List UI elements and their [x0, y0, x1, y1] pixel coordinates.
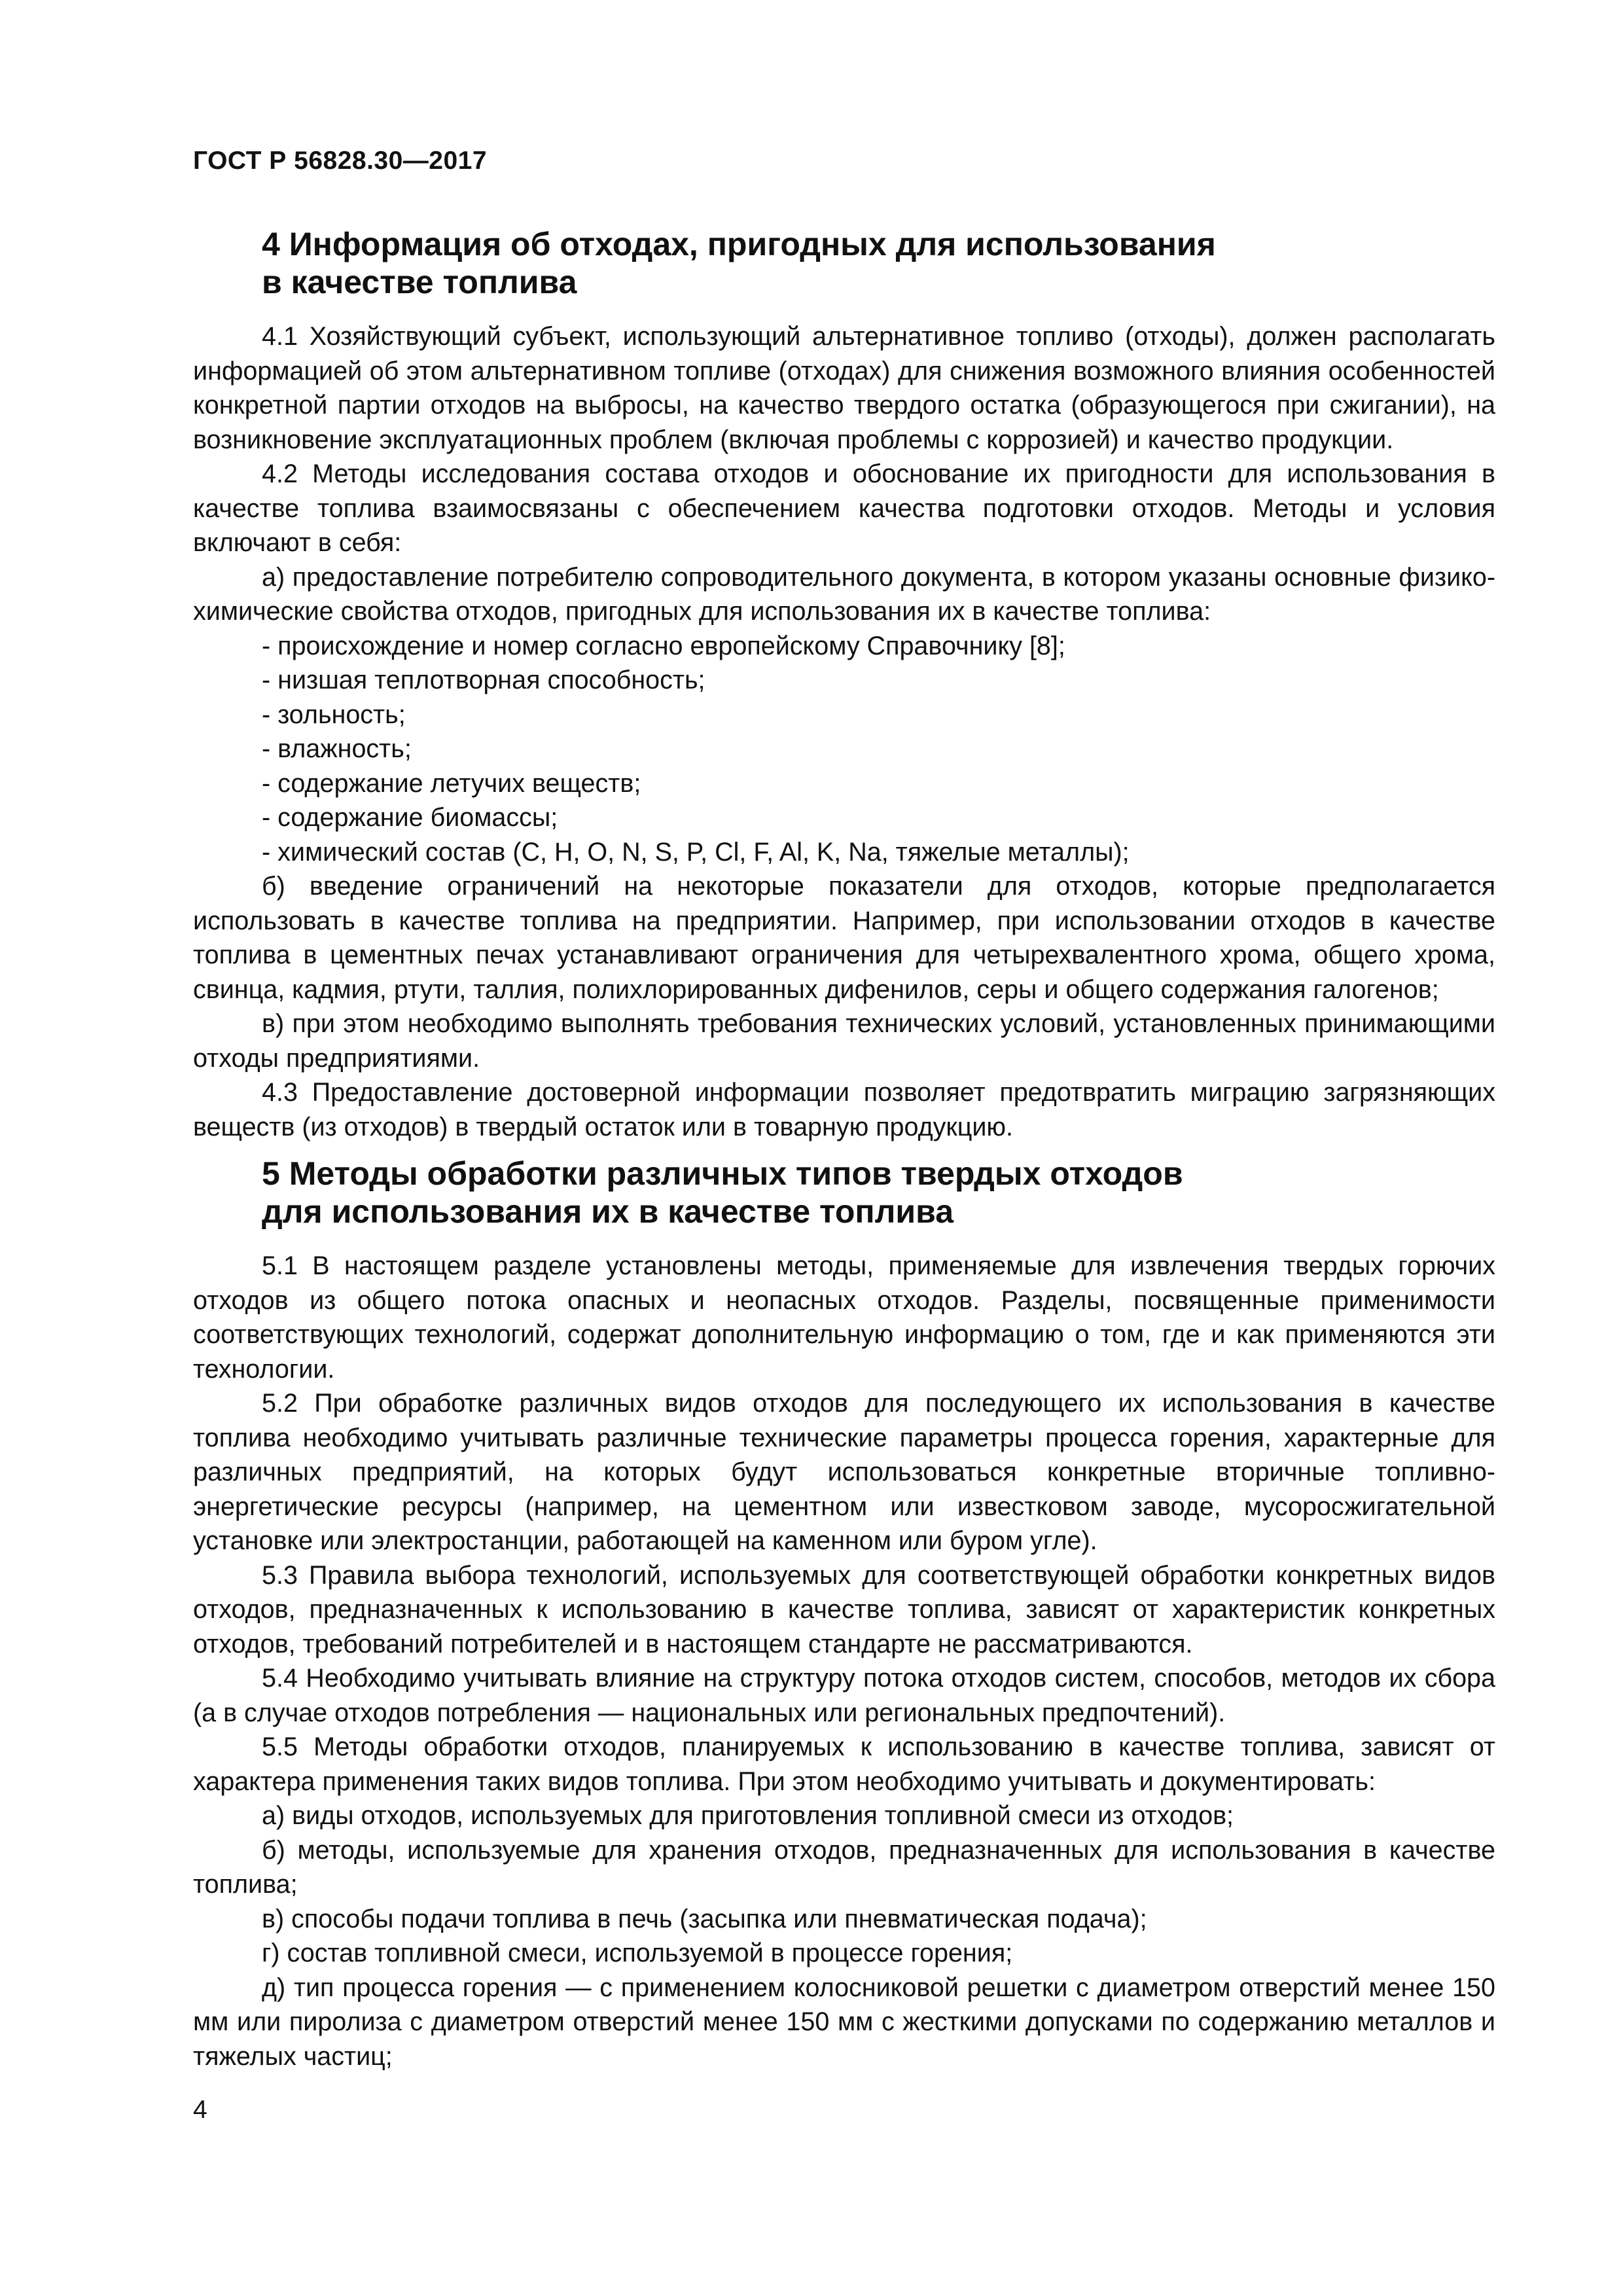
paragraph-5-2: 5.2 При обработке различных видов отходов для последующего их использования в качестве топлива необходимо учитывать различные технические параметры процесса горения, характерные для различных предприятий, на которых будут использоваться конкретные вторичные топливно-энергетические ресурсы (например, на цементном или известковом заводе, мусоросжигательной установке или электростанции, работающей на каменном или буром угле).	[193, 1389, 1495, 1555]
paragraph-4-2-a: а) предоставление потребителю сопроводительного документа, в котором указаны основные физико-химические свойства отходов, пригодных для использования их в качестве топлива:	[193, 562, 1495, 626]
paragraph-5-5-v: в) способы подачи топлива в печь (засыпка или пневматическая подача);	[262, 1904, 1147, 1933]
list-item: - содержание летучих веществ;	[262, 768, 641, 798]
paragraph-5-4: 5.4 Необходимо учитывать влияние на структуру потока отходов систем, способов, методов их сбора (а в случае отходов потребления — национальных или региональных предпочтений).	[193, 1664, 1495, 1727]
section-4	[193, 225, 1495, 1144]
document-code: ГОСТ Р 56828.30—2017	[193, 147, 488, 175]
section-4-title-line1: 4 Информация об отходах, пригодных для использования	[262, 226, 1216, 262]
list-item: - влажность;	[262, 734, 412, 763]
paragraph-5-5-b: б) методы, используемые для хранения отходов, предназначенных для использования в качестве топлива;	[193, 1835, 1495, 1899]
section-4-body	[193, 319, 1495, 1144]
list-item: - зольность;	[262, 700, 406, 729]
paragraph-5-5-a: а) виды отходов, используемых для приготовления топливной смеси из отходов;	[262, 1801, 1234, 1830]
list-item: - содержание биомассы;	[262, 803, 558, 832]
section-4-title	[262, 225, 1495, 301]
section-5-title	[262, 1155, 1495, 1230]
section-4-title-line2: в качестве топлива	[262, 264, 577, 300]
list-item: - низшая теплотворная способность;	[262, 666, 705, 694]
section-5-title-line1: 5 Методы обработки различных типов твердых отходов	[262, 1155, 1183, 1192]
list-item: - происхождение и номер согласно европейскому Справочнику [8];	[262, 631, 1065, 660]
paragraph-5-1: 5.1 В настоящем разделе установлены методы, применяемые для извлечения твердых горючих отходов из общего потока опасных и неопасных отходов. Разделы, посвященные применимости соответствующих технологий, содержат дополнительную информацию о том, где и как применяются эти технологии.	[193, 1251, 1495, 1384]
paragraph-4-2-v: в) при этом необходимо выполнять требования технических условий, установленных принимающими отходы предприятиями.	[193, 1009, 1495, 1073]
paragraph-5-3: 5.3 Правила выбора технологий, используемых для соответствующей обработки конкретных видов отходов, предназначенных к использованию в качестве топлива, зависят от характеристик конкретных отходов, требований потребителей и в настоящем стандарте не рассматриваются.	[193, 1560, 1495, 1659]
section-5	[193, 1155, 1495, 2073]
paragraph-4-2: 4.2 Методы исследования состава отходов и обоснование их пригодности для использования в качестве топлива взаимосвязаны с обеспечением качества подготовки отходов. Методы и условия включают в себя:	[193, 459, 1495, 557]
section-5-body	[193, 1249, 1495, 2073]
paragraph-5-5-g: г) состав топливной смеси, используемой в процессе горения;	[262, 1939, 1013, 1967]
paragraph-4-1: 4.1 Хозяйствующий субъект, использующий альтернативное топливо (отходы), должен располагать информацией об этом альтернативном топливе (отходах) для снижения возможного влияния особенностей конкретной партии отходов на выбросы, на качество твердого остатка (образующегося при сжигании), на возникновение эксплуатационных проблем (включая проблемы с коррозией) и качество продукции.	[193, 322, 1495, 454]
paragraph-4-3: 4.3 Предоставление достоверной информации позволяет предотвратить миграцию загрязняющих веществ (из отходов) в твердый остаток или в товарную продукцию.	[193, 1078, 1495, 1141]
page-number: 4	[193, 2096, 207, 2124]
section-5-title-line2: для использования их в качестве топлива	[262, 1193, 954, 1230]
paragraph-4-2-b: б) введение ограничений на некоторые показатели для отходов, которые предполагается использовать в качестве топлива на предприятии. Например, при использовании отходов в качестве топлива в цементных печах устанавливают ограничения для четырехвалентного хрома, общего хрома, свинца, кадмия, ртути, таллия, полихлорированных дифенилов, серы и общего содержания галогенов;	[193, 872, 1495, 1004]
paragraph-5-5-d: д) тип процесса горения — с применением колосниковой решетки с диаметром отверстий менее 150 мм или пиролиза с диаметром отверстий менее 150 мм с жесткими допусками по содержанию металлов и тяжелых частиц;	[193, 1973, 1495, 2071]
paragraph-5-5: 5.5 Методы обработки отходов, планируемых к использованию в качестве топлива, зависят от характера применения таких видов топлива. При этом необходимо учитывать и документировать:	[193, 1732, 1495, 1796]
list-item: - химический состав (C, H, O, N, S, P, Cl, F, Al, K, Na, тяжелые металлы);	[262, 837, 1130, 867]
